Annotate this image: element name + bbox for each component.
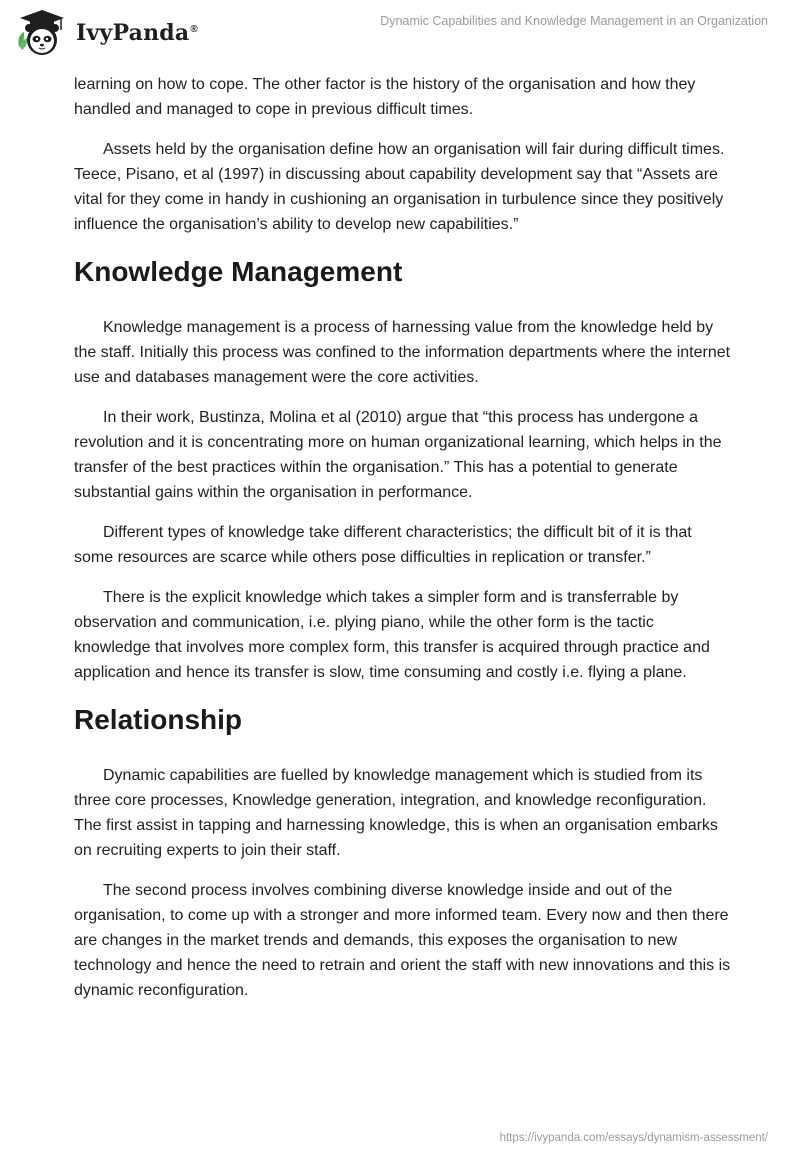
essay-content bbox=[74, 72, 734, 1018]
paragraph-km-types: Different types of knowledge take different characteristics; the difficult bit of it is that some resources are scarce while others pose difficulties in replication or transfer.” bbox=[74, 524, 692, 566]
paragraph-rel-second-process: The second process involves combining diverse knowledge inside and out of the organisation, to come up with a stronger and more informed team. Every now and then there are changes in the market trends and demands, this exposes the organisation to new technology and hence the need to retrain and orient the staff with new innovations and this is dynamic reconfiguration. bbox=[74, 882, 731, 999]
document-title: Dynamic Capabilities and Knowledge Management in an Organization bbox=[380, 14, 768, 28]
brand-name: IvyPanda® bbox=[76, 20, 198, 46]
brand-logo[interactable] bbox=[14, 8, 198, 58]
paragraph-km-bustinza: In their work, Bustinza, Molina et al (2010) argue that “this process has undergone a revolution and it is concentrating more on human organizational learning, which helps in the transfer of the best practices within the organisation.” This has a potential to generate substantial gains within the organisation in performance. bbox=[74, 409, 722, 501]
heading-relationship: Relationship bbox=[74, 704, 243, 735]
paragraph-km-definition: Knowledge management is a process of harnessing value from the knowledge held by the staff. Initially this process was confined to the information departments where the internet use and databases management were the core activities. bbox=[74, 319, 731, 386]
source-url[interactable]: https://ivypanda.com/essays/dynamism-assessment/ bbox=[499, 1132, 768, 1144]
paragraph-rel-processes: Dynamic capabilities are fuelled by knowledge management which is studied from its three core processes, Knowledge generation, integration, and knowledge reconfiguration. The first assist in tapping and harnessing knowledge, this is when an organisation embarks on recruiting experts to join their staff. bbox=[74, 767, 718, 859]
paragraph-assets: Assets held by the organisation define how an organisation will fair during difficult times. Teece, Pisano, et al (1997) in discussing about capability development say that “Assets are vital for they come in handy in cushioning an organisation in turbulence since they positively influence the organisation’s ability to develop new capabilities.” bbox=[74, 141, 725, 233]
heading-knowledge-management: Knowledge Management bbox=[74, 256, 403, 287]
paragraph-km-explicit-tacit: There is the explicit knowledge which takes a simpler form and is transferrable by observation and communication, i.e. plying piano, while the other form is the tactic knowledge that involves more complex form, this transfer is acquired through practice and application and hence its transfer is slow, time consuming and costly i.e. flying a plane. bbox=[74, 589, 710, 681]
registered-mark: ® bbox=[190, 23, 198, 35]
paragraph-continued: learning on how to cope. The other factor is the history of the organisation and how they handled and managed to cope in previous difficult times. bbox=[74, 76, 696, 118]
panda-logo-icon bbox=[14, 8, 70, 58]
page-header bbox=[0, 0, 800, 66]
